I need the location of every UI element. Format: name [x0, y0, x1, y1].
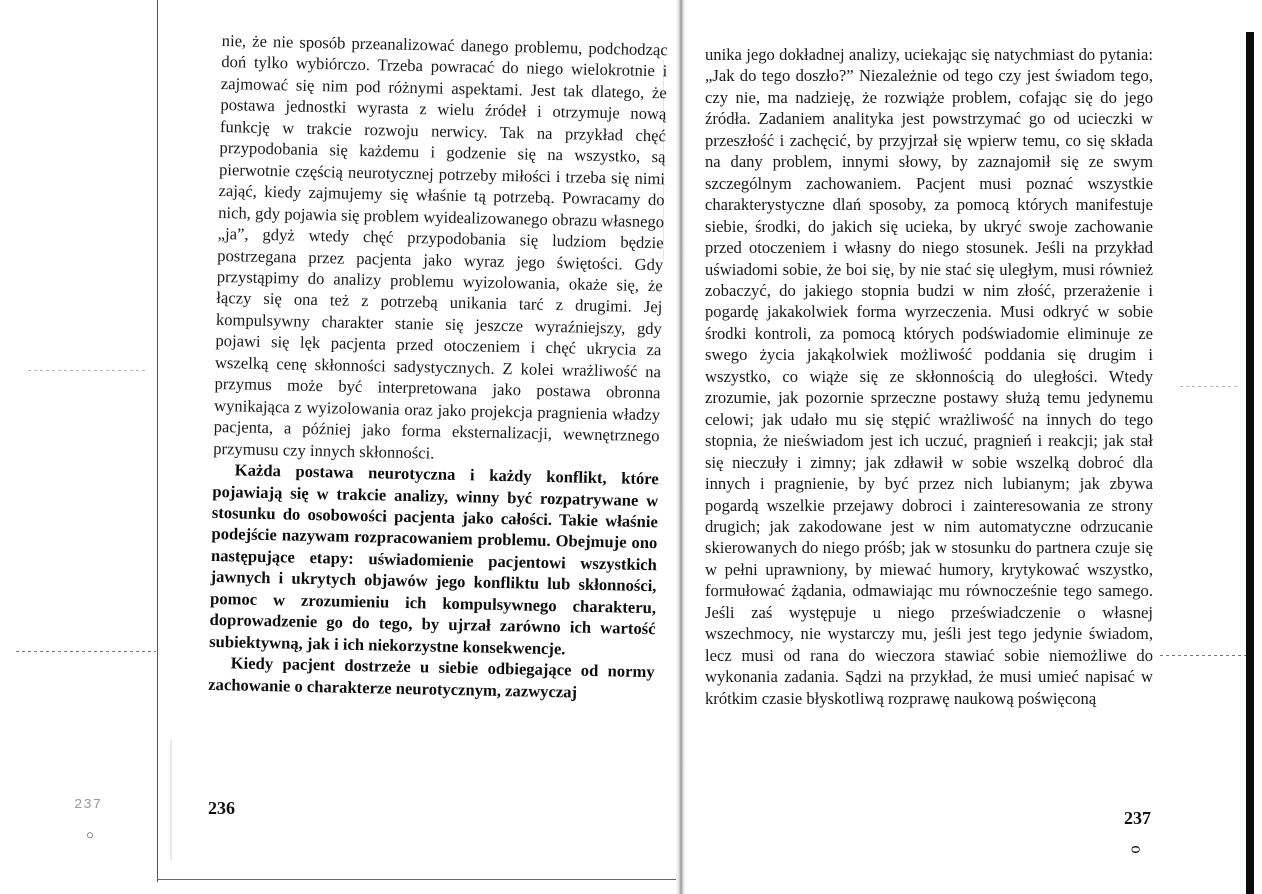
bleed-through-page-number: 237: [74, 797, 103, 813]
margin-mark: ᴑ: [1131, 838, 1141, 857]
paragraph: Kiedy pacjent dostrzeże u siebie odbiegające od normy zachowanie o charakterze neurotycznym, zazwyczaj: [208, 653, 655, 702]
right-page-text: [705, 44, 1153, 709]
page-number: 236: [208, 798, 235, 818]
paragraph: unika jego dokładnej analizy, uciekając się natychmiast do pytania: „Jak do tego doszło?” Niezależnie od tego czy jest świadom tego, czy nie, ma nadzieję, że rozwiąże problem, cofając się do jego źródła. Zadaniem analityka jest powstrzymać go od ucieczki w przeszłość i zachęcić, by przyjrzał się wpierw temu, co się składa na dany problem, innymi słowy, by zaznajomił się ze swym szczególnym zachowaniem. Pacjent musi poznać wszystkie charakterystyczne dlań sposoby, za pomocą których manifestuje siebie, środki, do jakich się ucieka, by ukryć swoje zachowanie przed otoczeniem i własny do niego stosunek. Jeśli na przykład uświadomi sobie, że boi się, by nie stać się uległym, musi również zobaczyć, do jakiego stopnia budzi w nim złość, przerażenie i pogardę jakakolwiek forma wyrzeczenia. Musi odkryć w sobie środki kontroli, za pomocą których podświadomie eliminuje ze swego życia jakąkolwiek możliwość poddania się drugim i wszystko, co wiąże się ze skłonnością do uległości. Wtedy zrozumie, jak pozornie sprzeczne postawy służą temu jedynemu celowi; jak udało mu się stępić wrażliwość na innych do tego stopnia, że nieświadom jest ich uczuć, pragnień i reakcji; jak stał się nieczuły i zimny; jak zdławił w sobie wszelką dobroć dla innych i pragnienie, by być przez nich lubianym; jak zbywa pogardą wszelkie przejawy dobroci i zainteresowania ze strony drugich; jak zakodowane jest w nim automatyczne odrzucanie skierowanych do niego próśb; jak w stosunku do partnera czuje się w pełni uprawniony, by miewać humory, krytykować wszystko, formułować żądania, odmawiając mu równocześnie tego samego. Jeśli zaś występuje u niego przeświadczenie o własnej wszechmocy, nie wystarczy mu, jeśli jest tego jedynie świadom, lecz musi od rana do wieczora stawiać sobie niemożliwe do wykonania zadania. Sądzi na przykład, że musi umieć napisać w krótkim czasie błyskotliwą rozprawę naukową poświęconą: [705, 45, 1153, 708]
paragraph: Każda postawa neurotyczna i każdy konflikt, które pojawiają się w trakcie analizy, winny być rozpatrywane w stosunku do osobowości pacjenta jako całości. Takie właśnie podejście nazywam rozpracowaniem problemu. Obejmuje ono następujące etapy: uświadomienie pacjentowi wszystkich jawnych i ukrytych objawów jego konfliktu lub skłonności, pomoc w zrozumieniu ich kompulsywnego charakteru, doprowadzenie go do tego, by ujrzał zarówno ich wartość subiektywną, jak i ich niekorzystne konsekwencje.: [209, 460, 659, 659]
left-page-text: [208, 30, 668, 704]
scan-edge-shadow: [1246, 32, 1254, 894]
page-number: 237: [1124, 808, 1151, 828]
paragraph: nie, że nie sposób przeanalizować danego problemu, podchodząc doń tylko wybiórczo. Trzeba powracać do niego wielokrotnie i zajmować się nim pod różnymi aspektami. Jest tak dlatego, że postawa jednostki wyrasta z wielu źródeł i otrzymuje nową funkcję w trakcie rozwoju nerwicy. Tak na przykład chęć przypodobania się każdemu i godzenie się na wszystko, są pierwotnie częścią neurotycznej potrzeby miłości i trzeba się nimi zająć, kiedy zajmujemy się właśnie tą potrzebą. Powracamy do nich, gdy pojawia się problem wyidealizowanego obrazu własnego „ja”, gdyż wtedy chęć przypodobania się ludziom będzie postrzegana przez pacjenta jako wyraz jego świętości. Gdy przystąpimy do analizy problemu wyizolowania, okaże się, że łączy się ona też z potrzebą unikania tarć z drugimi. Jej kompulsywny charakter stanie się jeszcze wyraźniejszy, gdy pojawi się lęk pacjenta przed otoczeniem i chęć ukrycia za wszelką cenę skłonności sadystycznych. Z kolei wrażliwość na przymus może być interpretowana jako postawa obronna wynikająca z wyizolowania oraz jako projekcja pragnienia władzy pacjenta, a później jako forma eksternalizacji, wewnętrznego przymusu czy innych skłonności.: [213, 30, 668, 463]
margin-mark: ○: [86, 827, 94, 842]
